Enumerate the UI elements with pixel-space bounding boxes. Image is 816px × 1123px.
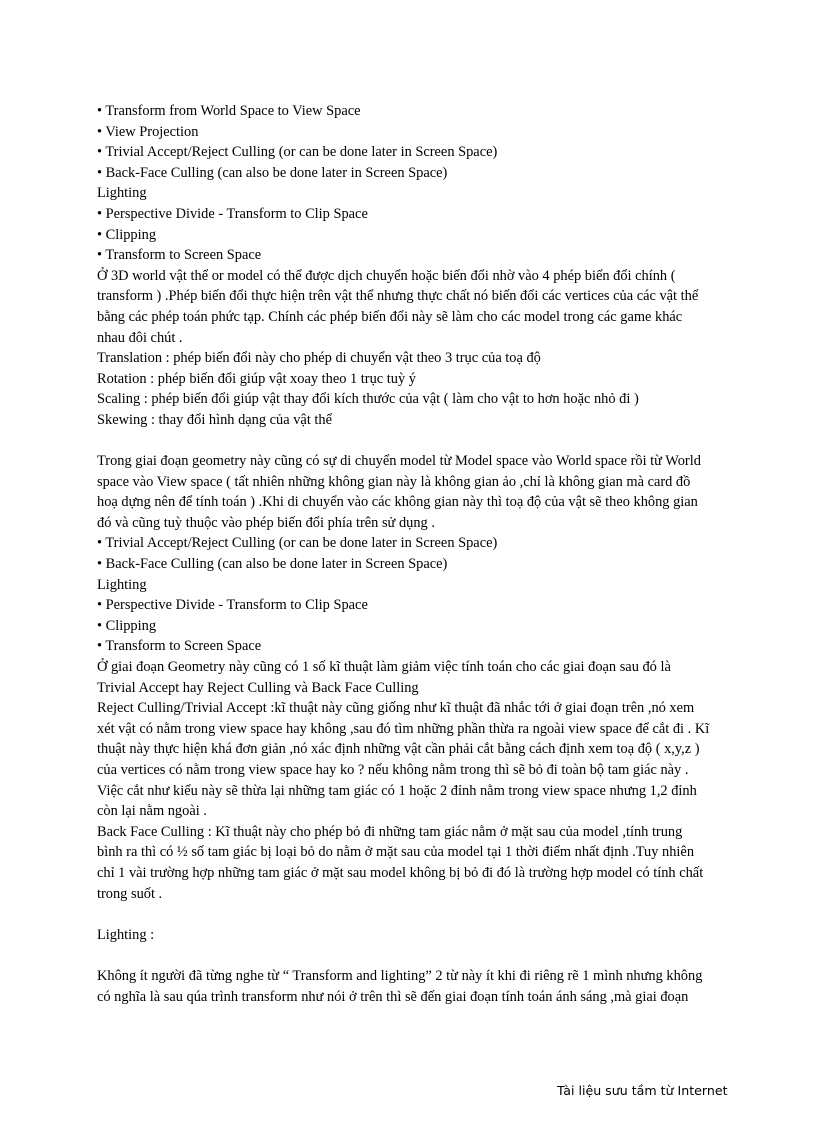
paragraph-line: Ở giai đoạn Geometry này cũng có 1 số kĩ thuật làm giảm việc tính toán cho các giai đoạn sau đó là bbox=[97, 659, 671, 676]
paragraph-line: trong suốt . bbox=[97, 885, 163, 902]
lighting-label: Lighting bbox=[97, 185, 147, 202]
list-item: • Trivial Accept/Reject Culling (or can be done later in Screen Space) bbox=[97, 144, 498, 161]
paragraph-line: chỉ 1 vài trường hợp những tam giác ở mặt sau model không bị bỏ đi đó là trường hợp model có tính chất bbox=[97, 864, 704, 881]
paragraph-line: Reject Culling/Trivial Accept :kĩ thuật này cũng giống như kĩ thuật đã nhắc tới ở giai đoạn trên ,nó xem bbox=[97, 700, 695, 717]
transform-item: Rotation : phép biến đổi giúp vật xoay theo 1 trục tuỳ ý bbox=[97, 370, 416, 387]
list-item: • Back-Face Culling (can also be done later in Screen Space) bbox=[97, 556, 448, 573]
paragraph-line: Ở 3D world vật thể or model có thể được dịch chuyển hoặc biến đổi nhờ vào 4 phép biến đổi chính ( bbox=[97, 267, 676, 284]
list-item: • Clipping bbox=[97, 617, 157, 634]
page-body bbox=[97, 101, 727, 1007]
list-item: • View Projection bbox=[97, 123, 199, 140]
list-item: • Transform from World Space to View Space bbox=[97, 103, 361, 119]
spacer bbox=[97, 431, 727, 452]
section-heading: Lighting : bbox=[97, 926, 155, 943]
paragraph-line: Trong giai đoạn geometry này cũng có sự di chuyển model từ Model space vào World space rồi từ World bbox=[97, 453, 701, 470]
list-item: • Perspective Divide - Transform to Clip Space bbox=[97, 597, 368, 614]
paragraph-line: hoạ dựng nên để tính toán ) .Khi di chuyển vào các không gian này thì toạ độ của vật sẽ theo không gian bbox=[97, 494, 698, 511]
list-item: • Transform to Screen Space bbox=[97, 638, 262, 655]
paragraph-line: xét vật có nằm trong view space hay không ,sau đó tìm những phần thừa ra ngoài view space để cắt đi . Kĩ bbox=[97, 720, 710, 737]
paragraph-line: space vào View space ( tất nhiên những không gian này là không gian ảo ,chỉ là không gian mà card đồ bbox=[97, 473, 691, 490]
transform-item: Skewing : thay đổi hình dạng của vật thể bbox=[97, 411, 333, 428]
list-item: • Perspective Divide - Transform to Clip Space bbox=[97, 205, 368, 222]
paragraph-line: Trivial Accept hay Reject Culling và Back Face Culling bbox=[97, 679, 419, 696]
transform-item: Scaling : phép biến đổi giúp vật thay đổi kích thước của vật ( làm cho vật to hơn hoặc nhỏ đi ) bbox=[97, 391, 639, 408]
page-footer: Tài liệu sưu tầm từ Internet bbox=[557, 1083, 728, 1098]
transform-item: Translation : phép biến đổi này cho phép di chuyển vật theo 3 trục của toạ độ bbox=[97, 350, 541, 367]
paragraph-line: Back Face Culling : Kĩ thuật này cho phép bỏ đi những tam giác nằm ở mặt sau của model ,tính trung bbox=[97, 823, 683, 840]
spacer bbox=[97, 945, 727, 966]
list-item: • Transform to Screen Space bbox=[97, 247, 262, 264]
paragraph-line: thuật này thực hiện khá đơn giản ,nó xác định những vật cần phải cắt bằng cách định xem toạ độ ( x,y,z ) bbox=[97, 741, 700, 758]
paragraph-line: của vertices có nằm trong view space hay ko ? nếu không nằm trong thì sẽ bỏ đi toàn bộ tam giác này . bbox=[97, 762, 689, 778]
paragraph-line: có nghĩa là sau qúa trình transform như nói ở trên thì sẽ đến giai đoạn tính toán ánh sáng ,mà giai đoạn bbox=[97, 988, 689, 1005]
spacer bbox=[97, 904, 727, 925]
paragraph-line: còn lại nằm ngoài . bbox=[97, 803, 207, 820]
list-item: • Clipping bbox=[97, 226, 157, 243]
paragraph-line: Việc cắt như kiểu này sẽ thừa lại những tam giác có 1 hoặc 2 đỉnh nằm trong view space nhưng 1,2 đỉnh bbox=[97, 782, 697, 799]
paragraph-line: Không ít người đã từng nghe từ “ Transform and lighting” 2 từ này ít khi đi riêng rẽ 1 mình nhưng không bbox=[97, 967, 703, 984]
paragraph-line: đó và cũng tuỳ thuộc vào phép biến đổi phía trên sử dụng . bbox=[97, 514, 435, 531]
list-item: • Trivial Accept/Reject Culling (or can be done later in Screen Space) bbox=[97, 535, 498, 552]
paragraph-line: bình ra thì có ½ số tam giác bị loại bỏ do nằm ở mặt sau của model tại 1 thời điểm nhất định .Tuy nhiên bbox=[97, 844, 695, 861]
paragraph-line: nhau đôi chút . bbox=[97, 329, 183, 346]
lighting-label: Lighting bbox=[97, 576, 147, 593]
list-item: • Back-Face Culling (can also be done later in Screen Space) bbox=[97, 164, 448, 181]
paragraph-line: bằng các phép toán phức tạp. Chính các phép biến đổi này sẽ làm cho các model trong các game khác bbox=[97, 308, 683, 325]
paragraph-line: transform ) .Phép biến đổi thực hiện trên vật thể nhưng thực chất nó biến đổi các vertices của các vật thể bbox=[97, 288, 699, 305]
